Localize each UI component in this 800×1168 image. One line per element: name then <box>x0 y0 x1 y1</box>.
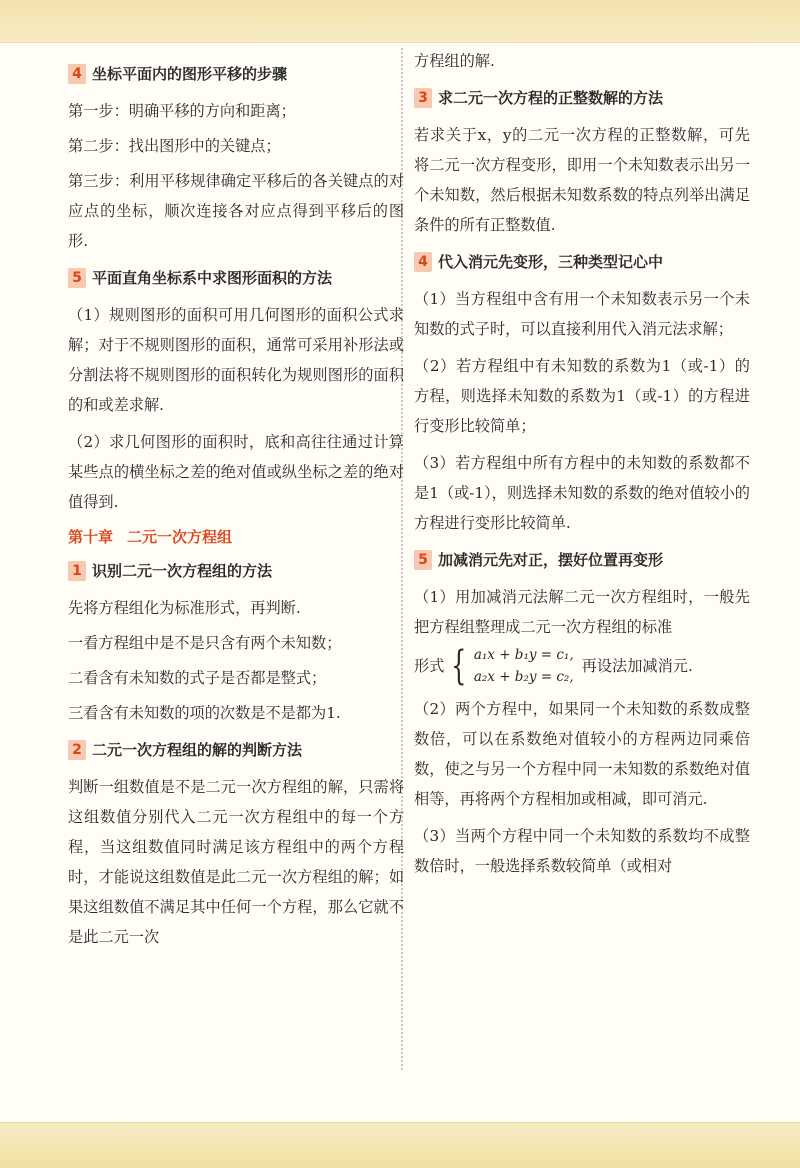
section-number-badge: 5 <box>68 268 86 288</box>
section-number-badge: 4 <box>414 252 432 272</box>
rule-line: 三看含有未知数的项的次数是不是都为1. <box>68 704 341 722</box>
section-heading-solution-check <box>68 738 404 762</box>
step-line: 第二步：找出图形中的关键点； <box>68 137 281 155</box>
section-title: 坐标平面内的图形平移的步骤 <box>92 65 288 83</box>
section-title: 识别二元一次方程组的方法 <box>92 562 273 580</box>
paragraph: （2）两个方程中，如果同一个未知数的系数成整数倍，可以在系数绝对值较小的方程两边同乘倍数，使之与另一个方程中同一未知数的系数绝对值相等，再将两个方程相加或相减，即可消元. <box>414 700 750 808</box>
section-number-badge: 3 <box>414 88 432 108</box>
section-number-badge: 4 <box>68 64 86 84</box>
paragraph: 判断一组数值是不是二元一次方程组的解，只需将这组数值分别代入二元一次方程组中的每一个方程，当这组数值同时满足该方程组中的两个方程时，才能说这组数值是此二元一次方程组的解；如果这组数值不满足其中任何一个方程，那么它就不是此二元一次 <box>68 778 404 946</box>
system-prefix: 形式 <box>414 657 445 675</box>
section-title: 代入消元先变形，三种类型记心中 <box>438 253 664 271</box>
paragraph: （2）若方程组中有未知数的系数为1（或-1）的方程，则选择未知数的系数为1（或-1）的方程进行变形比较简单； <box>414 357 750 435</box>
section-heading-translation-steps <box>68 62 404 86</box>
paragraph: （3）当两个方程中同一个未知数的系数均不成整数倍时，一般选择系数较简单（或相对 <box>414 827 750 875</box>
system-suffix: 再设法加减消元. <box>581 657 693 675</box>
section-title: 求二元一次方程的正整数解的方法 <box>438 89 664 107</box>
bottom-decorative-band <box>0 1122 800 1168</box>
section-number-badge: 2 <box>68 740 86 760</box>
section-title: 加减消元先对正，摆好位置再变形 <box>438 551 664 569</box>
rule-line: 二看含有未知数的式子是否都是整式； <box>68 669 327 687</box>
paragraph: （3）若方程组中所有方程中的未知数的系数都不是1（或-1），则选择未知数的系数的绝对值较小的方程进行变形比较简单. <box>414 454 750 532</box>
equation-2: a₂x + b₂y = c₂, <box>473 669 574 685</box>
step-line: 第一步：明确平移的方向和距离； <box>68 102 296 120</box>
section-title: 二元一次方程组的解的判断方法 <box>92 741 303 759</box>
chapter-number: 第十章 <box>68 528 114 546</box>
section-title: 平面直角坐标系中求图形面积的方法 <box>92 269 333 287</box>
paragraph: （2）求几何图形的面积时，底和高往往通过计算某些点的横坐标之差的绝对值或纵坐标之差的绝对值得到. <box>68 433 404 511</box>
equation-1: a₁x + b₁y = c₁, <box>473 647 574 663</box>
equation-system <box>474 644 574 688</box>
paragraph: 若求关于x，y的二元一次方程的正整数解，可先将二元一次方程变形，即用一个未知数表示出另一个未知数，然后根据未知数系数的特点列举出满足条件的所有正整数值. <box>414 126 750 234</box>
section-heading-area-methods <box>68 266 404 290</box>
paragraph: （1）当方程组中含有用一个未知数表示另一个未知数的式子时，可以直接利用代入消元法求解； <box>414 290 750 338</box>
left-brace-symbol: { <box>451 643 467 689</box>
section-heading-positive-integer-solutions <box>414 86 750 110</box>
section-heading-substitution <box>414 250 750 274</box>
top-decorative-band <box>0 0 800 43</box>
rule-line: 先将方程组化为标准形式，再判断. <box>68 599 301 617</box>
rule-line: 一看方程组中是不是只含有两个未知数； <box>68 634 342 652</box>
paragraph: （1）规则图形的面积可用几何图形的面积公式求解；对于不规则图形的面积，通常可采用补形法或分割法将不规则图形的面积转化为规则图形的面积的和或差求解. <box>68 306 404 414</box>
continued-text: 方程组的解. <box>414 52 495 70</box>
section-heading-identify-system <box>68 559 404 583</box>
section-number-badge: 5 <box>414 550 432 570</box>
equation-system-line <box>414 644 750 688</box>
chapter-heading <box>68 525 404 549</box>
chapter-title: 二元一次方程组 <box>127 528 233 546</box>
right-column <box>414 52 750 888</box>
step-line: 第三步：利用平移规律确定平移后的各关键点的对应点的坐标，顺次连接各对应点得到平移后的图形. <box>68 172 404 250</box>
section-heading-elimination <box>414 548 750 572</box>
section-number-badge: 1 <box>68 561 86 581</box>
paragraph: （1）用加减消元法解二元一次方程组时，一般先把方程组整理成二元一次方程组的标准 <box>414 588 750 636</box>
left-column <box>68 52 404 959</box>
